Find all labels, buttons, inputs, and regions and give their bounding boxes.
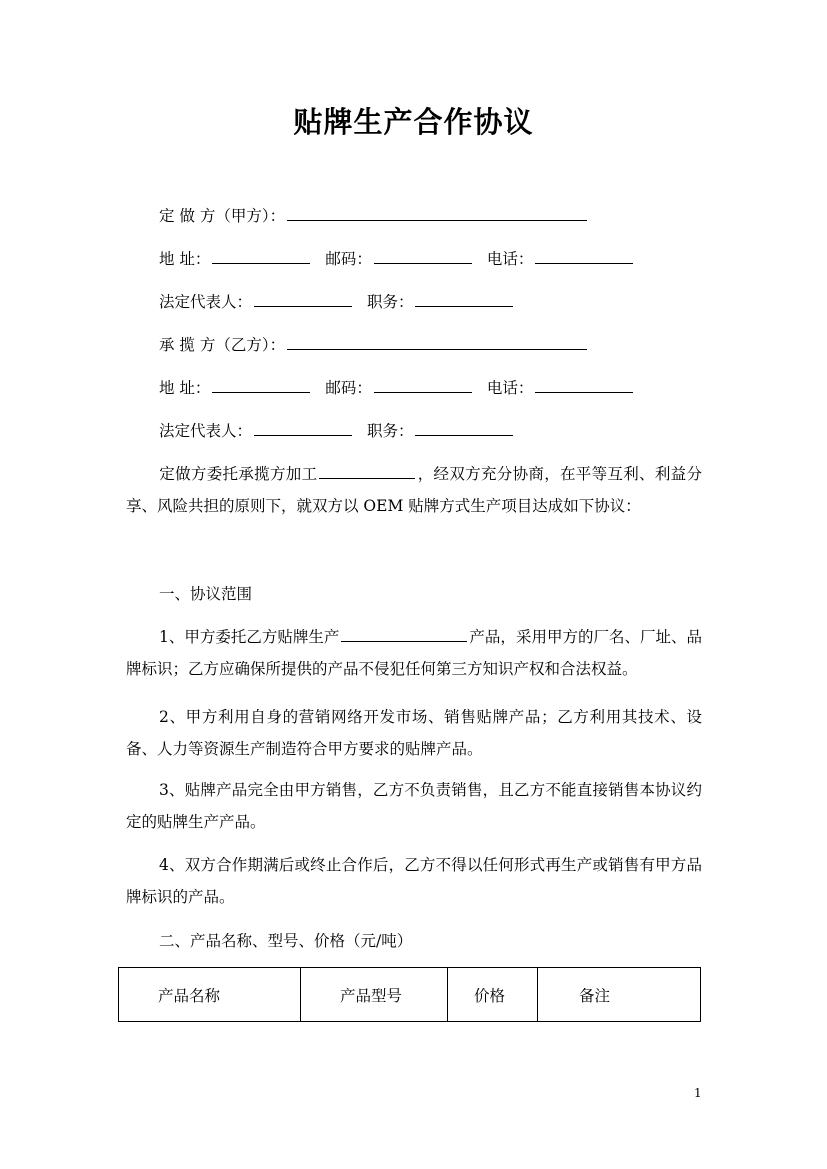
clause-3-text: 3、贴牌产品完全由甲方销售，乙方不负责销售，且乙方不能直接销售本协议约定的贴牌生产产品。 [126,781,702,831]
party-a-rep-label: 法定代表人： [159,293,253,311]
party-b-contact-row [159,378,635,398]
clause-1-part2: 产品，采用甲方的厂名、厂址、品牌标识；乙方应确保所提供的产品不侵犯任何第三方知识产权和合法权益。 [126,628,702,678]
party-b-position-blank[interactable] [415,421,513,436]
party-a-name-label: 定 做 方（甲方）： [159,207,286,225]
section1-heading: 一、协议范围 [159,585,253,603]
intro-text-part2: ，经双方充分协商，在平等互利、利益分享、风险共担的原则下，就双方以 OEM 贴牌方式生产项目达成如下协议： [126,465,702,515]
party-b-phone-label: 电话： [486,379,534,397]
party-b-rep-blank[interactable] [254,421,352,436]
party-a-name-row [159,206,589,226]
party-b-position-label: 职务： [366,422,414,440]
table-header-row [119,968,701,1022]
party-a-phone-blank[interactable] [535,249,633,264]
party-a-rep-blank[interactable] [254,292,352,307]
clause-4-text: 4、双方合作期满后或终止合作后，乙方不得以任何形式再生产或销售有甲方品牌标识的产品。 [126,856,702,906]
table-header-price: 价格 [448,968,538,1022]
party-b-address-blank[interactable] [212,378,310,393]
party-b-name-row [159,335,589,355]
party-b-name-blank[interactable] [287,335,587,350]
party-a-contact-row [159,249,635,269]
document-title: 贴牌生产合作协议 [293,105,534,139]
party-a-postcode-label: 邮码： [325,250,372,268]
clause-1-part1: 1、甲方委托乙方贴牌生产 [159,628,340,646]
party-a-name-blank[interactable] [287,206,587,221]
table-header-remarks: 备注 [538,968,701,1022]
table-header-product-name: 产品名称 [119,968,301,1022]
processing-item-blank[interactable] [319,464,415,479]
party-b-name-label: 承 揽 方（乙方）： [159,336,286,354]
clause-3 [126,774,702,838]
party-a-rep-row [159,292,515,312]
party-b-rep-label: 法定代表人： [159,422,253,440]
party-b-phone-blank[interactable] [535,378,633,393]
intro-text-part1: 定做方委托承揽方加工 [159,465,318,483]
clause-2 [126,701,702,765]
product-table [118,967,701,1022]
clause-2-text: 2、甲方利用自身的营销网络开发市场、销售贴牌产品；乙方利用其技术、设备、人力等资源生产制造符合甲方要求的贴牌产品。 [126,708,702,758]
clause-4 [126,849,702,913]
product-name-blank[interactable] [341,627,467,642]
party-b-rep-row [159,421,515,441]
party-b-postcode-blank[interactable] [374,378,472,393]
party-a-postcode-blank[interactable] [374,249,472,264]
party-a-address-blank[interactable] [212,249,310,264]
table-header-product-model: 产品型号 [301,968,448,1022]
party-a-position-blank[interactable] [415,292,513,307]
party-b-address-label: 地 址： [159,379,211,397]
intro-paragraph [126,458,702,522]
page-number: 1 [694,1086,702,1100]
party-a-phone-label: 电话： [486,250,534,268]
section2-heading: 二、产品名称、型号、价格（元/吨） [159,932,413,950]
clause-1 [126,621,702,685]
party-b-postcode-label: 邮码： [325,379,372,397]
party-a-position-label: 职务： [366,293,414,311]
party-a-address-label: 地 址： [159,250,211,268]
